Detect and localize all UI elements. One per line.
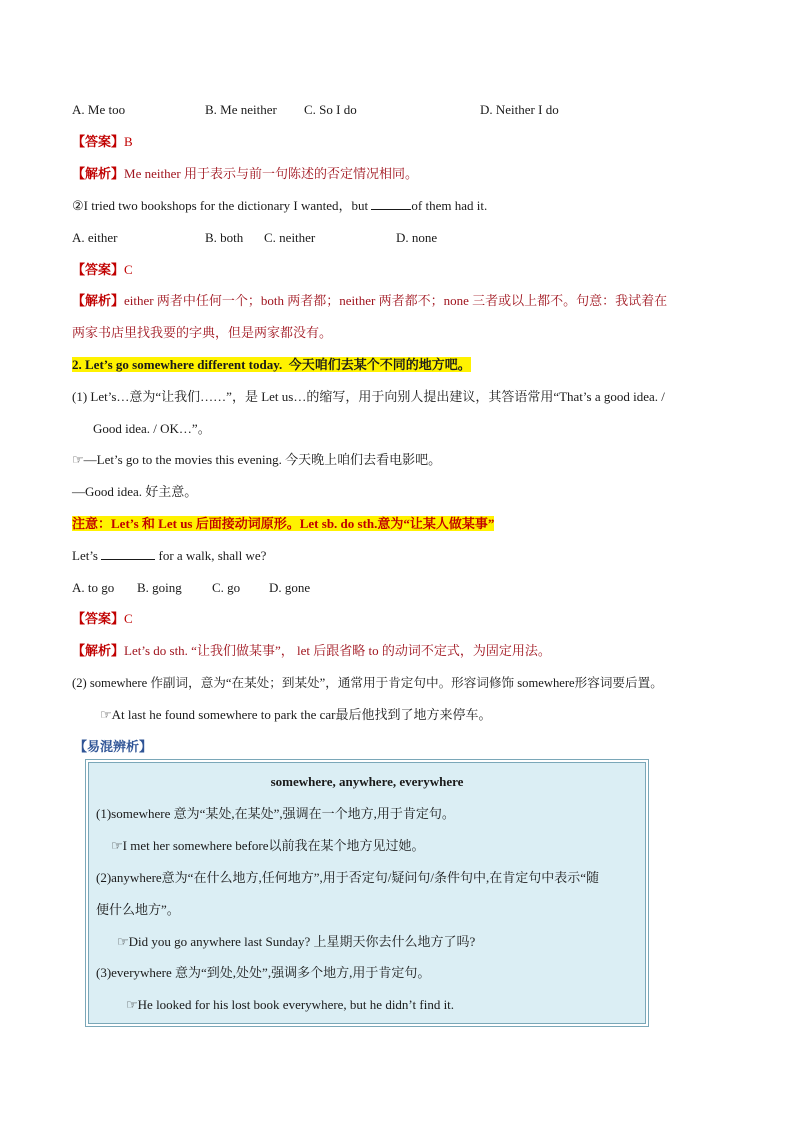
note-text: 注意：Let’s 和 Let us 后面接动词原形。Let sb. do sth.意为“让某人做某事” xyxy=(72,516,495,531)
answer-value: C xyxy=(124,262,133,277)
box-line-1: (1)somewhere 意为“某处,在某处”,强调在一个地方,用于肯定句。 xyxy=(96,806,455,821)
question-number: ② xyxy=(72,198,84,213)
q1-option-c: C. So I do xyxy=(304,102,357,117)
answer-tag: 【答案】 xyxy=(72,134,125,149)
q2-analysis-line2: 两家书店里找我要的字典，但是两家都没有。 xyxy=(72,325,333,340)
q1-analysis xyxy=(72,165,418,183)
answer-value: C xyxy=(124,611,133,626)
point1-line1: (1) Let’s…意为“让我们……”，是 Let us…的缩写，用于向别人提出建议，其答语常用“That’s a good idea. / xyxy=(72,389,665,404)
ex-answer xyxy=(72,610,133,628)
stem-before: I tried two bookshops for the dictionary I wanted，but xyxy=(83,198,372,213)
box-example-3: ☞He looked for his lost book everywhere, but he didn’t find it. xyxy=(126,997,455,1012)
box-title: somewhere, anywhere, everywhere xyxy=(270,774,464,789)
ex-analysis xyxy=(72,642,551,660)
point1-line2: Good idea. / OK…”。 xyxy=(93,421,211,436)
analysis-tag: 【解析】 xyxy=(72,643,125,658)
box-example-2: ☞Did you go anywhere last Sunday? 上星期天你去什么地方了吗? xyxy=(117,934,476,949)
ex-option-a: A. to go xyxy=(72,580,115,595)
example-2: —Good idea. 好主意。 xyxy=(72,484,198,499)
q1-option-a: A. Me too xyxy=(72,102,126,117)
confusion-tag: 【易混辨析】 xyxy=(74,739,153,754)
point2-example: ☞At last he found somewhere to park the car最后他找到了地方来停车。 xyxy=(100,707,492,722)
stem-after: for a walk, shall we? xyxy=(155,548,267,563)
stem-after: of them had it. xyxy=(411,198,488,213)
box-example-1: ☞I met her somewhere before以前我在某个地方见过她。 xyxy=(111,838,425,853)
q1-answer xyxy=(72,133,133,151)
analysis-tag: 【解析】 xyxy=(72,293,125,308)
answer-blank xyxy=(371,197,411,210)
analysis-tag: 【解析】 xyxy=(72,166,125,181)
analysis-text: Let’s do sth. “让我们做某事”， let 后跟省略 to 的动词不定式，为固定用法。 xyxy=(124,643,551,658)
box-line-3: (3)everywhere 意为“到处,处处”,强调多个地方,用于肯定句。 xyxy=(96,965,431,980)
answer-tag: 【答案】 xyxy=(72,262,125,277)
q2-option-a: A. either xyxy=(72,230,118,245)
analysis-text: Me neither 用于表示与前一句陈述的否定情况相同。 xyxy=(124,166,418,181)
point2: (2) somewhere 作副词，意为“在某处；到某处”，通常用于肯定句中。形容词修饰 somewhere形容词要后置。 xyxy=(72,676,663,690)
example-1: ☞—Let’s go to the movies this evening. 今天晚上咱们去看电影吧。 xyxy=(72,452,442,467)
answer-tag: 【答案】 xyxy=(72,611,125,626)
heading-en: 2. Let’s go somewhere different today. xyxy=(72,357,283,372)
q1-option-b: B. Me neither xyxy=(205,102,277,117)
box-line-2b: 便什么地方”。 xyxy=(96,902,180,917)
q2-analysis xyxy=(72,292,667,310)
stem-before: Let’s xyxy=(72,548,102,563)
note xyxy=(72,515,494,533)
answer-blank xyxy=(101,547,155,560)
confusion-box xyxy=(88,762,646,1024)
q2-option-c: C. neither xyxy=(264,230,316,245)
exercise-stem xyxy=(72,547,266,565)
ex-option-d: D. gone xyxy=(269,580,311,595)
heading-cn: 今天咱们去某个不同的地方吧。 xyxy=(288,357,471,372)
q1-option-d: D. Neither I do xyxy=(480,102,559,117)
q2-stem xyxy=(72,197,487,215)
box-line-2a: (2)anywhere意为“在什么地方,任何地方”,用于否定句/疑问句/条件句中,在肯定句中表示“随 xyxy=(96,870,599,885)
analysis-text-line1: either 两者中任何一个；both 两者都；neither 两者都不；none 三者或以上都不。句意：我试着在 xyxy=(124,293,668,308)
q2-option-d: D. none xyxy=(396,230,438,245)
ex-option-c: C. go xyxy=(212,580,241,595)
q2-answer xyxy=(72,261,133,279)
q2-option-b: B. both xyxy=(205,230,244,245)
section-heading xyxy=(72,356,471,374)
ex-option-b: B. going xyxy=(137,580,182,595)
answer-value: B xyxy=(124,134,133,149)
